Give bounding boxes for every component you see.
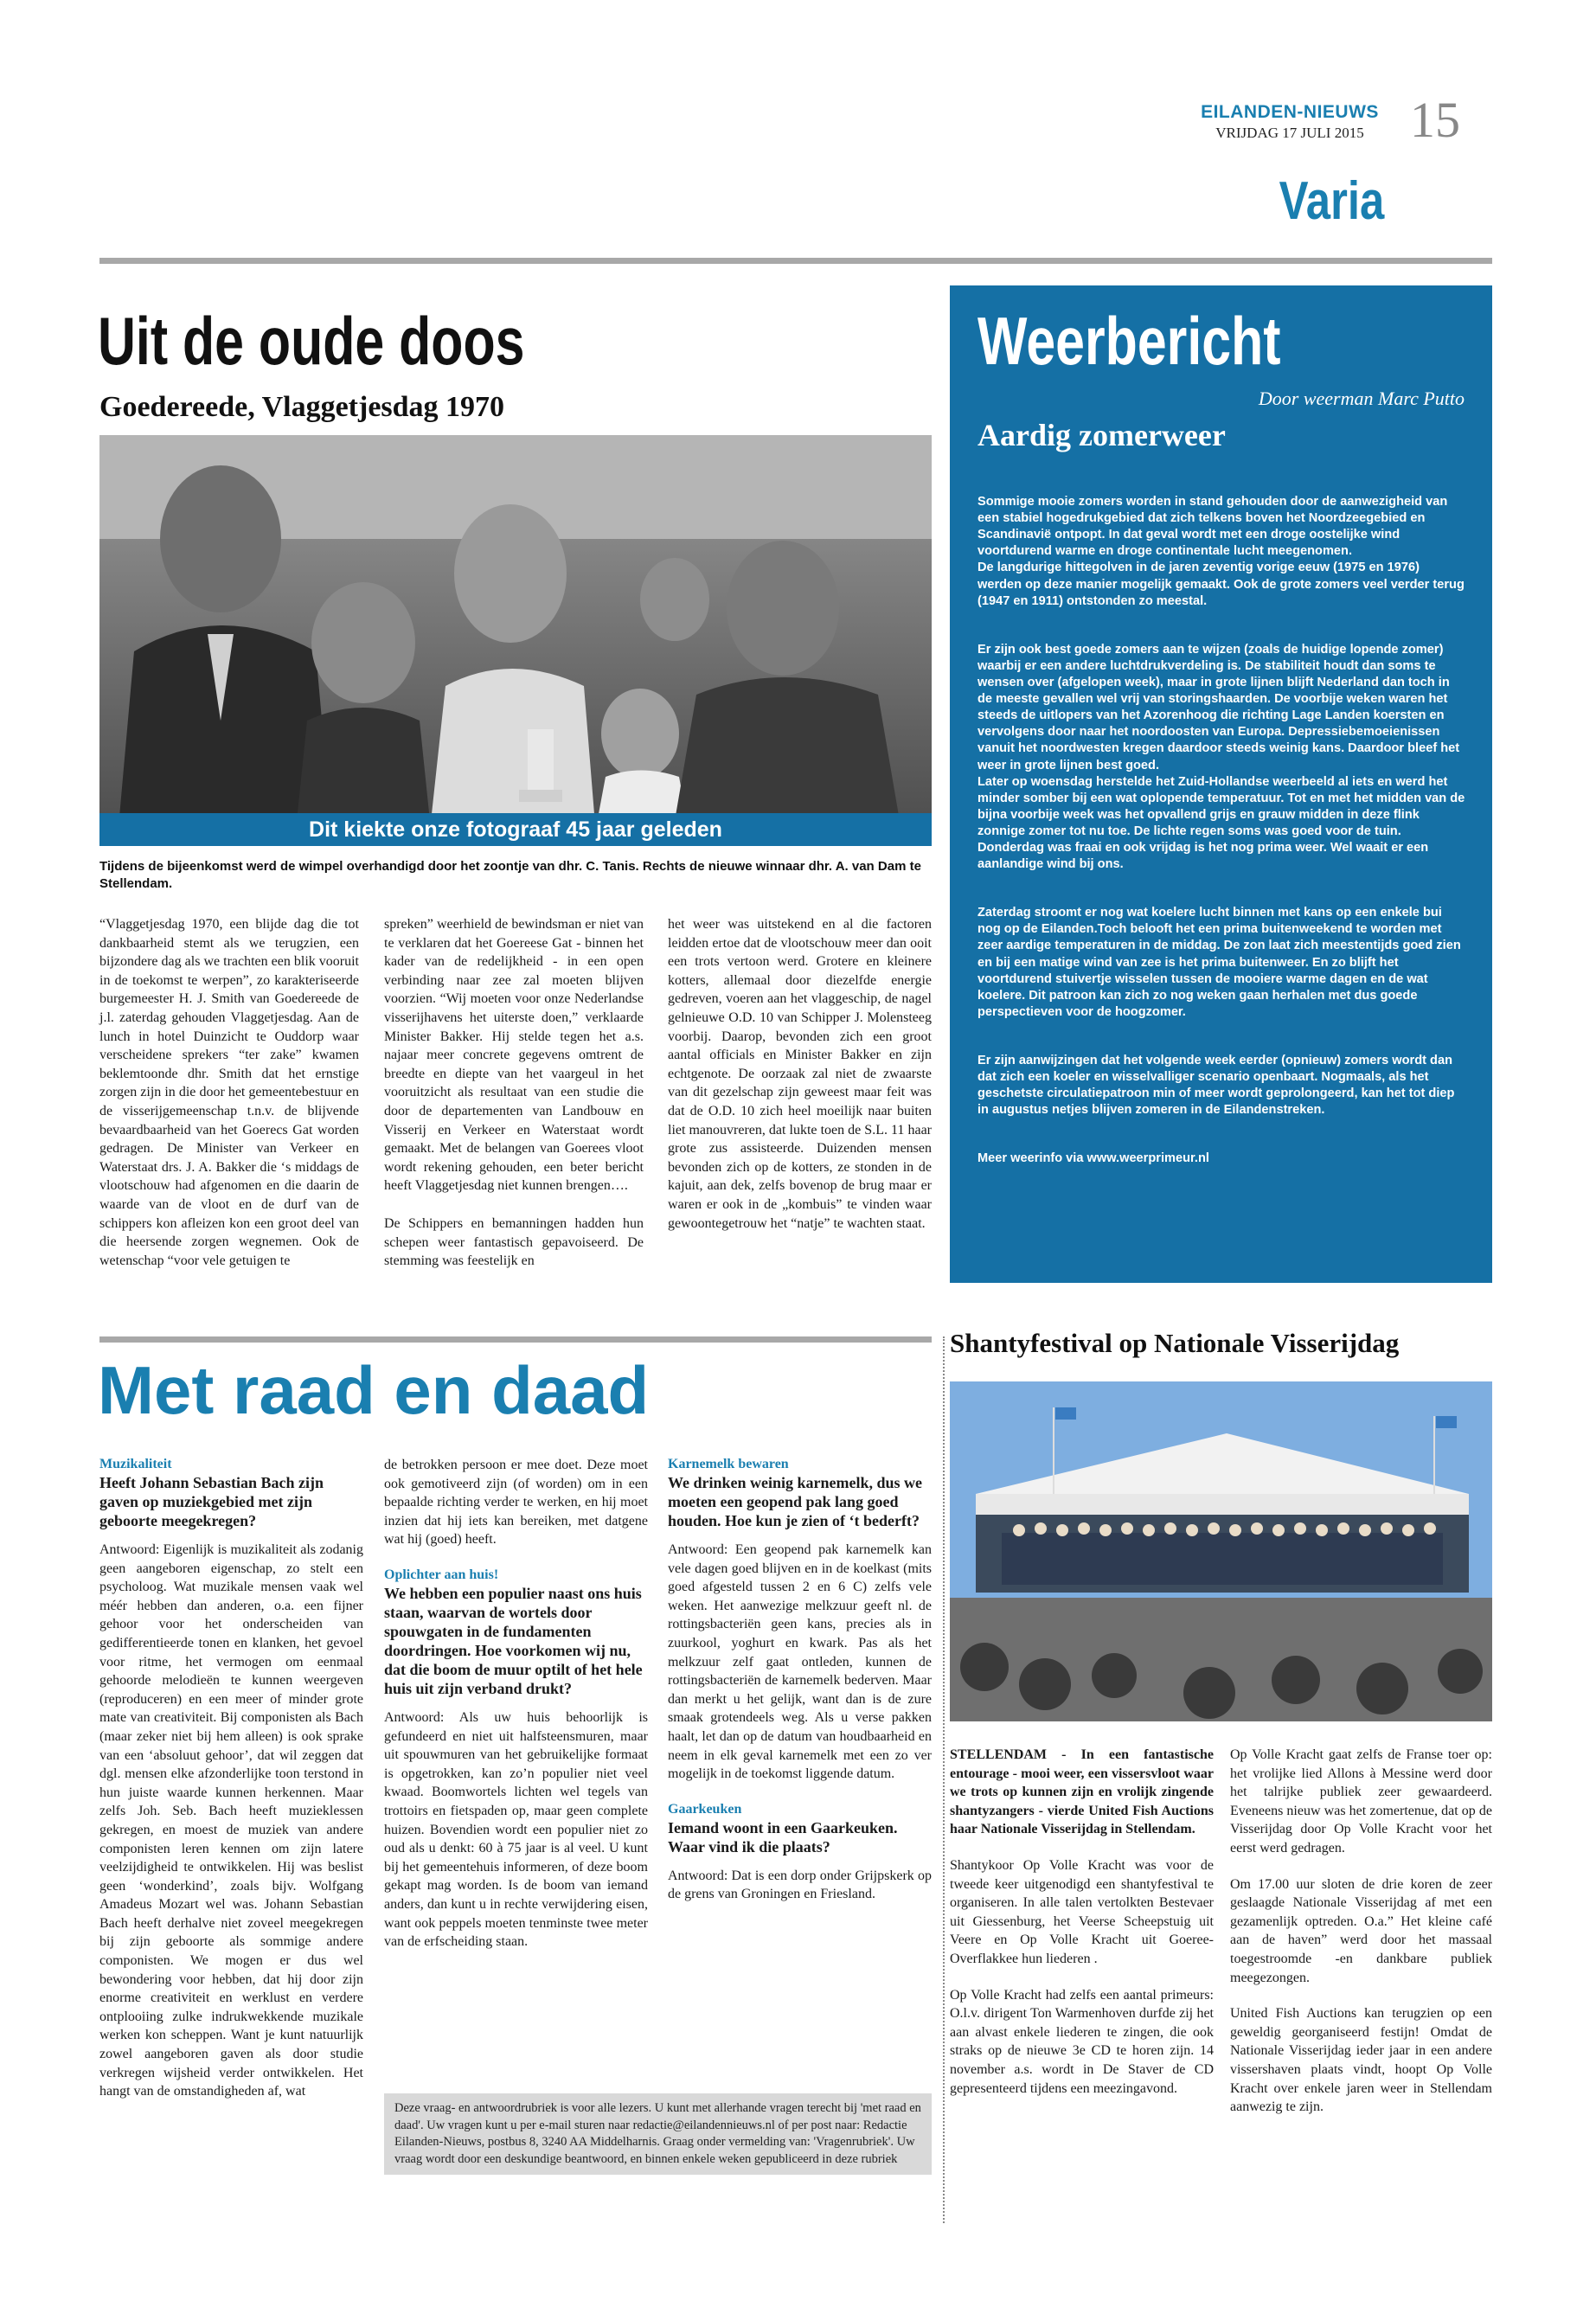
shanty-column-2: [1230, 1746, 1492, 2117]
old-box-subhead: Goedereede, Vlaggetjesdag 1970: [99, 391, 505, 423]
raad-category-2: Oplichter aan huis!: [384, 1567, 499, 1582]
issue-date: VRIJDAG 17 JULI 2015: [1215, 125, 1364, 141]
shanty-headline: Shantyfestival op Nationale Visserijdag: [950, 1328, 1400, 1358]
shanty-lead: STELLENDAM - In een fantastische entourage - mooi weer, een vissersvloot waar we trots op kunnen zijn en vrolijk zingende shantyzangers - vierde United Fish Auctions haar Nationale Visserijdag in Stellendam.: [950, 1747, 1214, 1837]
photo-banner-text: Dit kiekte onze fotograaf 45 jaar geleden: [309, 817, 722, 842]
raad-rule: [99, 1336, 932, 1343]
raad-notice-box: [384, 2093, 932, 2175]
old-box-col2b-text: De Schippers en bemanningen hadden hun schepen weer fantastisch gepavoiseerd. De stemming was feestelijk en: [384, 1215, 644, 1269]
header-rule: [99, 258, 1492, 264]
page-number: 15: [1410, 92, 1460, 148]
old-box-headline: Uit de oude doos: [98, 303, 525, 379]
weather-paragraph-3: Zaterdag stroomt er nog wat koelere lucht binnen met kans op een enkele bui nog op de Eilanden.Toch belooft het een prima buitenweekend te worden met zeer aardige temperaturen in de middag. De zon laat zich meestentijds goed zien en bij een matige wind van zee is het prima buitenweer. En zo blijft het voortdurend stuivertje wisselen tussen de mooiere warme dagen en de wat koelere. Dit patroon kan zich zo nog weken gaan herhalen met dus goede perspectieven voor de hoogzomer.: [977, 906, 1461, 1019]
shanty-col2-p1: Op Volle Kracht gaat zelfs de Franse toer op: het vrolijke lied Allons à Messine werd door het talrijke publiek zeer gewaardeerd. Eveneens nieuw was het zomertenue, dat op de Visserijdag door Op Volle Kracht voor het eerst werd gedragen.: [1230, 1747, 1492, 1856]
old-box-column-2: [384, 915, 644, 1271]
raad-answer-1-continued: de betrokken persoon er mee doet. Deze moet ook gemotiveerd zijn (of worden) om in een bepaalde richting verder te werken, en hij moet inzien dat hij iets kan bereiken, met datgene wat hij (goed) heeft.: [384, 1458, 648, 1548]
shanty-column-1: [950, 1746, 1214, 2098]
raad-answer-4: Antwoord: Dat is een dorp onder Grijpskerk op de grens van Groningen en Friesland.: [668, 1868, 932, 1902]
weather-paragraph-4: Er zijn aanwijzingen dat het volgende week eerder (opnieuw) zomers wordt dan dat zich een koeler en wisselvalliger scenario openbaart. Nogmaals, als het geschetste circulatiepatroon min of meer wordt geprolongeerd, kan het tot diep in augustus netjes blijven zomeren in de Eilandenstreken.: [977, 1054, 1455, 1118]
old-box-col2-text: spreken” weerhield de bewindsman er niet van te verklaren dat het Goereese Gat - binnen het kader van de redelijkheid - in een open verbinding naar zee zal moeten blijven voorzien. “Wij moeten voor onze Nederlandse visserijhavens het uiterste doen,” verklaarde Minister Bakker. Hij stelde tegen het a.s. najaar meer concrete gegevens omtrent de breedte en diepte van het vaargeul in het vooruitzicht als resultaat van een studie die door de departementen van Landbouw en Visserij en Verkeer en Waterstaat wordt gemaakt. Met de belangen van Goerees vloot wordt rekening gehouden, een beter bericht heeft Vlaggetjesdag niet kunnen brengen….: [384, 917, 644, 1194]
historic-photo-illustration: [99, 435, 932, 846]
raad-answer-2: Antwoord: Als uw huis behoorlijk is gefundeerd en niet uit halfsteensmuren, maar uit spouwmuren van het gebruikelijke formaat is opgetrokken, kan zo’n populier niet veel kwaad. Boomwortels lichten wel tegels van trottoirs en fietspaden op, maar geen complete huizen. Bovendien wordt een populier niet zo oud als u denkt: 60 à 75 jaar is al veel. U kunt bij het gemeentehuis informeren, of deze boom gekapt mag worden. Is de boom van iemand anders, dan kunt u in rechte verwijdering eisen, want ook peppels moeten tenminste twee meter van de erfscheiding staan.: [384, 1709, 648, 1950]
section-title: Varia: [1279, 171, 1384, 231]
shanty-col1-p2: Op Volle Kracht had zelfs een aantal primeurs: O.l.v. dirigent Ton Warmenhoven durfde zij het aan alvast enkele liederen te zingen, die ook straks op de nieuwe 3e CD te horen zijn. 14 november a.s. wordt in De Staver de CD gepresenteerd tijdens een meezingavond.: [950, 1987, 1214, 2096]
weather-headline: Weerbericht: [977, 303, 1281, 379]
shanty-col2-p2: Om 17.00 uur sloten de drie koren de zeer geslaagde Nationale Visserijdag af met een gezamenlijk optreden. O.a.” Het kleine café aan de haven” werd door het massaal toegestroomde -en dankbare publiek meegezongen.: [1230, 1876, 1492, 1985]
weather-paragraph-2: Er zijn ook best goede zomers aan te wijzen (zoals de huidige lopende zomer) waarbij er een andere luchtdrukverdeling is. De stabiliteit houdt dan soms te wensen over (afgelopen week), maar in grote lijnen blijft Nederland dan toch in de meeste gevallen wel vrij van storingshaarden. De voorbije weken waren het steeds de uitlopers van het Azorenhoog die richting Lage Landen koersten en vervolgens door naar het noordoosten van Europa. Depressiebemoeienissen vanuit het noordwesten kregen daardoor steeds weinig kans. Daardoor bleef het weer in grote lijnen best goed. Later op woensdag herstelde het Zuid-Hollandse weerbeeld al iets en werd het minder somber bij een wat oplopende temperatuur. Tot en met het midden van de bijna voorbije week was het opvallend grijs en grauw midden in deze flink zonnige zomer tot nu toe. De lichte regen soms was goed voor de tuin. Donderdag was fraai en ook vrijdag is het nog prima weer. Wel waait er een aanlandige wind bij ons.: [977, 642, 1465, 872]
raad-category-4: Gaarkeuken: [668, 1801, 742, 1817]
historic-photo: [99, 435, 932, 846]
raad-category-1: Muzikaliteit: [99, 1457, 172, 1471]
raad-question-4: Iemand woont in een Gaarkeuken. Waar vind ik die plaats?: [668, 1818, 898, 1856]
weather-paragraph-1: Sommige mooie zomers worden in stand gehouden door de aanwezigheid van een stabiel hogedrukgebied dat zich telkens boven het Noordzeegebied en Scandinavië ontpopt. In dat geval wordt met een droge oostelijke wind voortdurend warme en droge continentale lucht meegenomen. De langdurige hittegolven in de jaren zeventig vorige eeuw (1975 en 1976) werden op deze manier mogelijk gemaakt. Ook de grote zomers veel verder terug (1947 en 1911) ontstonden zo meestal.: [977, 495, 1465, 608]
raad-column-3: [668, 1456, 932, 1921]
weather-byline: Door weerman Marc Putto: [1258, 388, 1465, 409]
raad-column-2: [384, 1456, 648, 1969]
raad-answer-3: Antwoord: Een geopend pak karnemelk kan vele dagen goed blijven en in de koelkast (mits goed afgesteld tussen 2 en 6 C) zelfs vele weken. Het aanwezige melkzuur geeft nl. de rottingsbacteriën geen kans, precies als in zuurkool, yoghurt en kwark. Pas als het melkzuur zelf gaat ontleden, kunnen de rottingsbacteriën de karnemelk bederven. Maar dan merkt u het gelijk, want dan is de zure smaak grotendeels weg. Als u verse pakken haalt, let dan op de datum van houdbaarheid en neem in elk geval karnemelk met een zo ver mogelijk in de toekomst liggende datum.: [668, 1542, 932, 1782]
raad-column-1: [99, 1456, 363, 2118]
column-divider: [943, 1336, 945, 2223]
raad-question-3: We drinken weinig karnemelk, dus we moeten een geopend pak lang goed houden. Hoe kun je zien of ‘t bederft?: [668, 1474, 923, 1529]
raad-notice-text: Deze vraag- en antwoordrubriek is voor alle lezers. U kunt met allerhande vragen terecht bij 'met raad en daad'. Uw vragen kunt u per e-mail sturen naar redactie@eilandennieuws.nl of per post naar: Redactie Eilanden-Nieuws, postbus 8, 3240 AA Middelharnis. Graag onder vermelding van: 'Vragenrubriek'. Uw vraag wordt door een deskundige beantwoord, en binnen enkele weken gepubliceerd in deze rubriek: [394, 2101, 921, 2166]
old-box-column-1: “Vlaggetjesdag 1970, een blijde dag die tot dankbaarheid stemt als we terugzien, een bijzondere dag als we trachten een blik vooruit in de toekomst te werpen”, zo karakteriseerde burgemeester H. J. Smith van Goedereede de j.l. zaterdag gehouden Vlaggetjesdag. Aan de lunch in hotel Duinzicht te Ouddorp waar verscheidene sprekers “ter zake” kwamen beklemtoonde dhr. Smith dat het ernstige zorgen zijn in die door het gemeentebestuur en de visserijgemeenschap t.n.v. de blijvende bevaardbaarheid van het Goerecs Gat worden gedragen. De Minister van Verkeer en Waterstaat drs. J. A. Bakker die ‘s middags de vlootschouw had afgenomen en die daarin de waarde van de vloot en de durf van de schippers kon afleizen kon een groot deel van die heersende zorgen wegnemen. Ook de wetenschap “voor vele getuigen te: [99, 917, 359, 1268]
old-box-column-3: het weer was uitstekend en al die factoren leidden ertoe dat de vlootschouw meer dan ooit een trots vertoon werd. Grotere en kleinere kotters, allemaal door diezelfde energie gedreven, voeren aan het vlaggeschip, de nagel gelnieuwe O.D. 10 van Schipper J. Molensteeg voorbij. Daarop, bevonden zich een groot aantal officials en Minister Bakker en zijn echtgenote. De oorzaak zal niet de zwaarste van dit gezelschap zijn geweest maar feit was dat de O.D. 10 zich heel moeilijk naar buiten liet manouvreren, dat lukte toen de S.L. 11 haar grote zus assisteerde. Duizenden mensen bevonden zich op de kotters, ze stonden in de kajuit, aan dek, zelfs bovenop de brug maar er waren er ook in de „kombuis” te vinden waar gewoontegetrouw het “natje” te wachten staat.: [668, 917, 932, 1231]
raad-answer-1: Antwoord: Eigenlijk is muzikaliteit als zodanig geen aangeboren eigenschap, zo stelt een psycholoog. Wat muzikale mensen vaak wel méér hebben dan anderen, o.a. een fijner gehoor voor het onderscheiden van gedifferentieerde tonen en klanken, het gevoel voor ritme, het vermogen om eenmaal gehoorde melodieën te kunnen weergeven (reproduceren) en een meer of minder grote mate van creativiteit. Bij componisten als Bach (maar zeker niet bij hem alleen) is ook sprake van een ‘absoluut gehoor’, dat wil zeggen dat dgl. mensen elke afzonderlijke toon terstond in hun juiste waarde kunnen herkennen. Maar zelfs Joh. Seb. Bach heeft muzieklessen gekregen, en moest de muziek van andere componisten leren kennen om zijn latere veelzijdigheid te ontwikkelen. Hij was beslist geen ‘wonderkind’, zoals bijv. Wolfgang Amadeus Mozart wel was. Johann Sebastian Bach heeft derhalve niet zoveel meegekregen bij zijn geboorte als sommige andere componisten. We mogen er dus wel bewondering voor hebben, dat hij door zijn enorme creativiteit en werklust en verdere ontplooiing zulke indrukwekkende muzikale werken kon scheppen. Want je kunt natuurlijk zowel aangeboren gaven als door studie verkregen wijsheid verder ontwikkelen. Het hangt van de omstandigheden af, wat: [99, 1542, 363, 2099]
photo-caption: Tijdens de bijeenkomst werd de wimpel overhandigd door het zoontje van dhr. C. Tanis. Rechts de nieuwe winnaar dhr. A. van Dam te Stellendam.: [99, 859, 921, 891]
paper-name: EILANDEN-NIEUWS: [1201, 102, 1379, 122]
raad-headline: Met raad en daad: [98, 1352, 650, 1428]
photo-banner: [99, 813, 932, 846]
shanty-photo-illustration: [950, 1381, 1492, 1721]
weather-body: [977, 478, 1466, 1200]
shanty-col1-p1: Shantykoor Op Volle Kracht was voor de tweede keer uitgenodigd een shantyfestival te organiseren. In alle talen vertolkten Bestevaer uit Giessenburg, het Veerse Scheepstuig uit Veere en Op Volle Kracht uit Goeree-Overflakkee hun liederen .: [950, 1857, 1214, 1966]
shanty-col2-p3: United Fish Auctions kan terugzien op een geweldig georganiseerd festijn! Omdat de Nationale Visserijdag ieder jaar in een andere vissershaven plaats vindt, hoopt Op Volle Kracht over enkele jaren weer in Stellendam aanwezig te zijn.: [1230, 2006, 1492, 2115]
raad-question-1: Heeft Johann Sebastian Bach zijn gaven op muziekgebied met zijn geboorte meegekregen?: [99, 1474, 324, 1529]
raad-category-3: Karnemelk bewaren: [668, 1457, 789, 1471]
weather-box: [950, 285, 1492, 1283]
raad-question-2: We hebben een populier naast ons huis staan, waarvan de wortels door spouwgaten in de fundamenten doordringen. Hoe voorkomen wij nu, dat die boom de muur optilt of het hele huis uit zijn verband drukt?: [384, 1584, 643, 1697]
weather-more-link[interactable]: Meer weerinfo via www.weerprimeur.nl: [977, 1151, 1209, 1166]
shanty-photo: [950, 1381, 1492, 1721]
weather-subhead: Aardig zomerweer: [977, 418, 1226, 452]
